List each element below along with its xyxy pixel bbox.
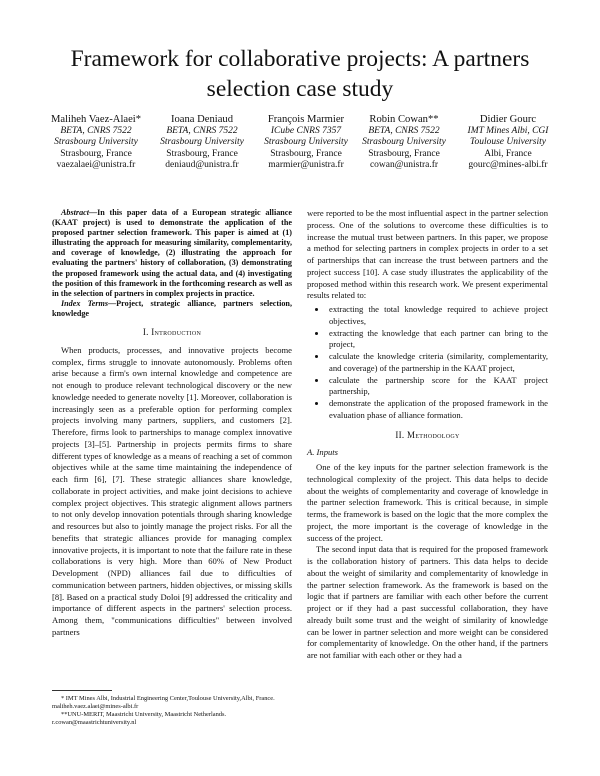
abstract-lead: Abstract	[61, 208, 89, 217]
index-terms-text: —Project, strategic alliance, partners selection, knowledge	[52, 298, 292, 318]
author-name: Robin Cowan**	[369, 114, 439, 125]
author-university: Strasbourg University	[54, 137, 138, 148]
author-name: Maliheh Vaez-Alaei*	[50, 114, 142, 125]
author-email: deniaud@unistra.fr	[165, 160, 239, 171]
inputs-paragraph-2: The second input data that is required for the proposed framework is the collaboration history of partners. This data helps to decide about the weight of similarity and complementarity of knowledge in the partner selection framework. As the framework is based on the logic that if partners are familiar with each other before the current project or if they had a past successful collaboration, they have already built some trust and the weight of similarity of knowledge can be lower in partner selection and more weight can be considered for complementarity of knowledge. On the other hand, if the partners are not familiar with each other or they had a	[307, 544, 548, 660]
author-city: Strasbourg, France	[270, 148, 342, 159]
footnotes	[52, 695, 292, 727]
author-lab: ICube CNRS 7357	[270, 125, 342, 136]
author-lab: BETA, CNRS 7522	[60, 125, 132, 136]
author-name: Didier Gourc	[479, 114, 537, 125]
introduction-paragraph: When products, processes, and innovative projects become complex, firms struggle to innovate autonomously. Problems often arise because a firm's own internal knowledge and competence are not enough to produce relevant technological discovery or the new knowledge needed to generate novelty [1]. Moreover, collaboration is increasingly seen as a preferable option for performing complex projects involving many partners, suppliers, and customers [2]. Therefore, firms look to partnerships to manage complex innovative projects [3]–[5]. Partnership in projects permits firms to share different types of knowledge as a means of reaching a set of common objectives while at the same time maintaining the independence of each firm [6], [7]. These strategic alliances share knowledge, collaborate in project activities, and make joint decisions to achieve complex project objectives. This strategic alignment allows partners to not only develop innovation potentials through sharing knowledge and resources but also to jointly manage the project risks. For all the benefits that strategic alliances provide for managing complex innovative projects, it is important to note that the failure rate in these collaborations is very high. More than 60% of New Product Development (NPD) alliances fail due to difficulties of communication between partners, hidden objectives, or missing skills [8]. Based on a practical study Doloi [9] addressed the criticality and importance of different aspects in the partners' selection process. Among them, "communications difficulties" between involved partners	[52, 344, 292, 637]
author-lab: IMT Mines Albi, CGI	[467, 125, 549, 136]
author-university: Strasbourg University	[264, 137, 348, 148]
author-email: gourc@mines-albi.fr	[468, 160, 548, 171]
index-terms	[52, 299, 292, 319]
author-city: Strasbourg, France	[368, 148, 440, 159]
author-5	[454, 114, 562, 172]
author-university: Toulouse University	[470, 137, 546, 148]
list-item: • demonstrate the application of the proposed framework in the evaluation phase of alliance formation.	[327, 398, 548, 422]
author-university: Strasbourg University	[362, 137, 446, 148]
results-list	[307, 304, 548, 422]
subsection-heading-inputs: A. Inputs	[307, 447, 339, 458]
abstract-text: —In this paper data of a European strategic alliance (KAAT project) is used to demonstrate the application of the proposed partner selection framework. This paper is aimed at (1) illustrating the approach for measuring similarity, complementarity, and coverage of knowledge, (2) illustrating the approach for evaluating the partners' history of collaboration, (3) demonstrating the proposed framework using the actual data, and (4) investigating the position of this framework in the forthcoming research as well as in the selection of partners in complex projects in practice.	[52, 208, 292, 298]
author-city: Albi, France	[484, 148, 532, 159]
author-city: Strasbourg, France	[60, 148, 132, 159]
footnote-divider	[52, 690, 112, 691]
left-column	[52, 208, 292, 639]
author-university: Strasbourg University	[160, 137, 244, 148]
abstract	[52, 208, 292, 299]
footnote-2: **UNU-MERIT, Maastricht University, Maastricht Netherlands. r.cowan@maastrichtuniversity.nl	[52, 710, 227, 726]
author-email: cowan@unistra.fr	[369, 160, 439, 171]
author-3	[256, 114, 356, 172]
author-email: marmier@unistra.fr	[268, 160, 344, 171]
author-lab: BETA, CNRS 7522	[368, 125, 440, 136]
list-item: • calculate the knowledge criteria (similarity, complementarity, and coverage) of the partnership in the KAAT project,	[327, 351, 548, 375]
author-email: vaezalaei@unistra.fr	[56, 160, 136, 171]
footnote-1: * IMT Mines Albi, Industrial Engineering Center,Toulouse University,Albi, France. maliheh.vaez.alaei@mines-albi.fr	[52, 695, 275, 710]
author-city: Strasbourg, France	[166, 148, 238, 159]
author-name: Ioana Deniaud	[170, 114, 234, 125]
inputs-paragraph-1: One of the key inputs for the partner selection framework is the technological complexity of the project. This data helps to decide about the weights of complementarity and coverage of knowledge in the partner selection framework. This is critical because, in simple terms, the framework is based on the logic that the more complex the project, the more important is the coverage of knowledge in the success of the project.	[307, 462, 548, 543]
right-column	[307, 208, 548, 662]
list-item: • extracting the knowledge that each partner can bring to the project,	[327, 328, 548, 352]
index-terms-lead: Index Terms	[61, 298, 109, 308]
introduction-continued: were reported to be the most influential aspect in the partner selection process. One of the solutions to overcome these difficulties is to increase the mutual trust between partners. In this paper, we propose a method for selecting partners in complex projects in order to a set of partnerships that can increase the trust between partners and the project success [10]. A case study illustrates the applicability of the proposed method within this research work. We present experimental results related to:	[307, 208, 548, 301]
section-heading-methodology: II. Methodology	[395, 429, 460, 440]
list-item: • calculate the partnership score for the KAAT project partnership,	[327, 375, 548, 399]
list-item: • extracting the total knowledge required to achieve project objectives,	[327, 304, 548, 328]
author-2	[152, 114, 252, 172]
author-lab: BETA, CNRS 7522	[166, 125, 238, 136]
section-heading-introduction: I. Introduction	[142, 327, 202, 338]
author-4	[352, 114, 456, 172]
author-name: François Marmier	[267, 114, 345, 125]
author-1	[44, 114, 148, 172]
paper-title: Framework for collaborative projects: A partners selection case study	[70, 46, 530, 102]
